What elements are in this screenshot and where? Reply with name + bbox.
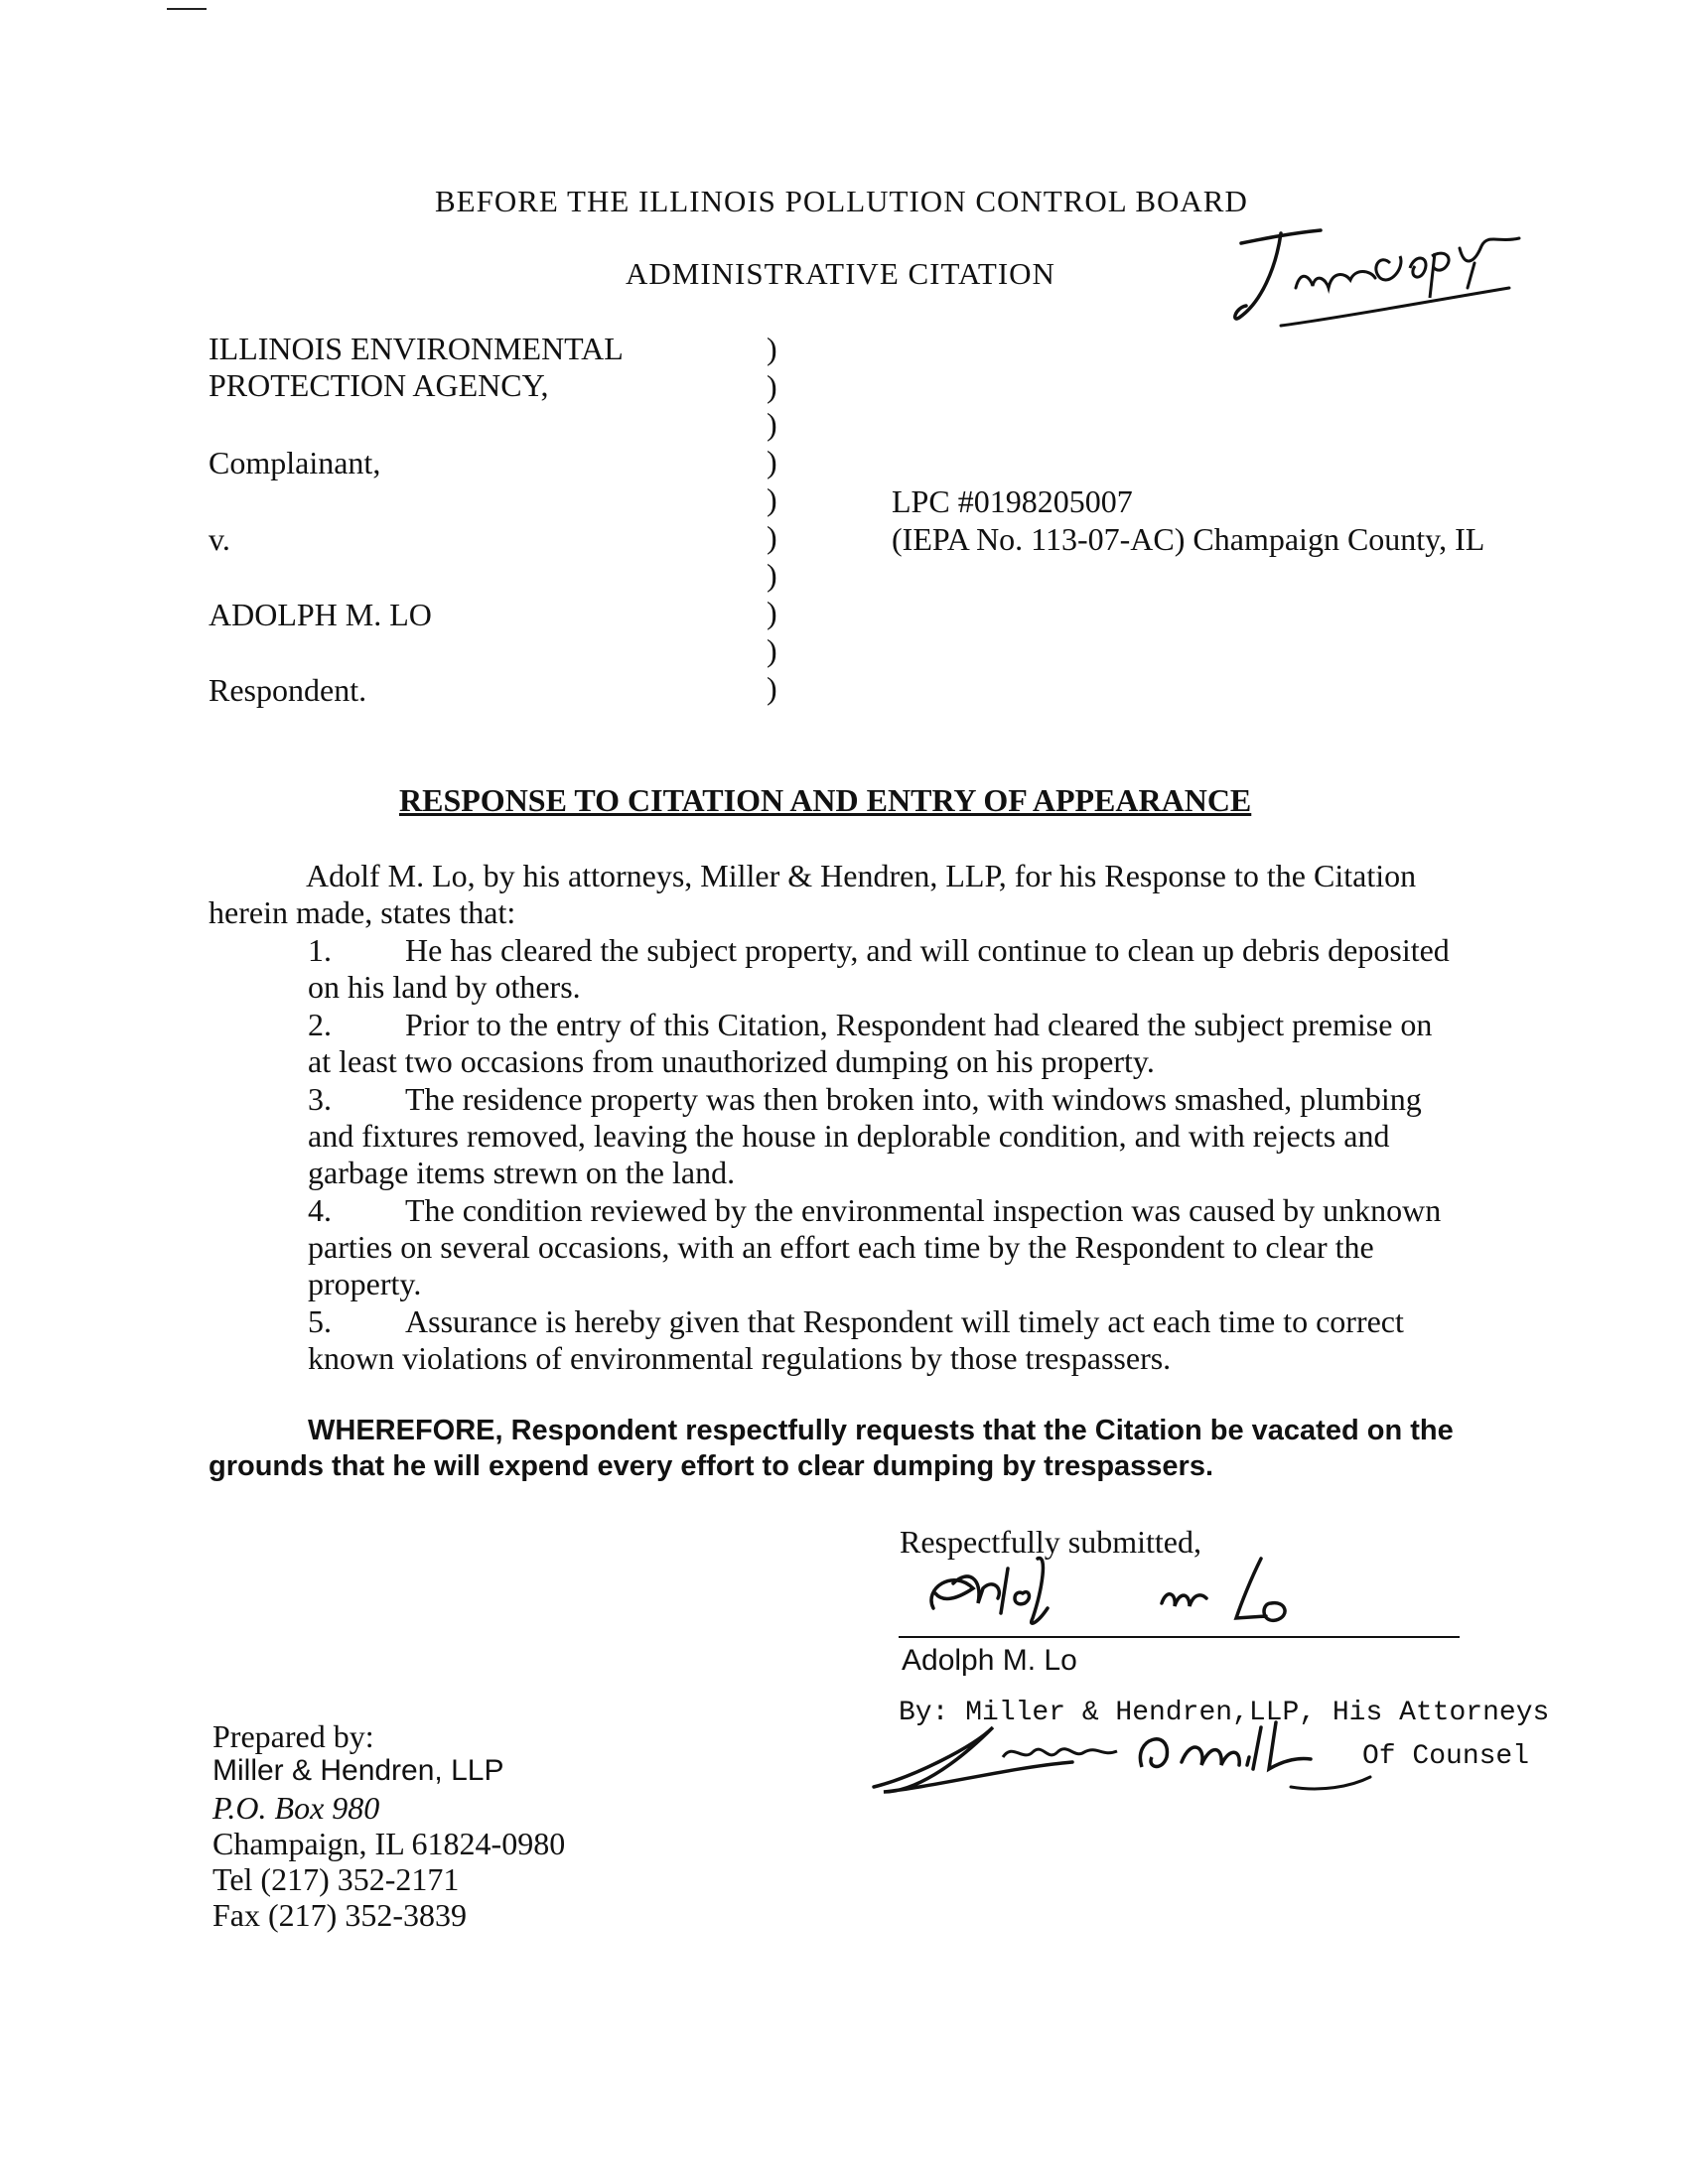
intro-line1: Adolf M. Lo, by his attorneys, Miller & Hendren, LLP, for his Response to the Citation — [306, 858, 1417, 893]
item-text: on his land by others. — [308, 969, 581, 1005]
item-text: He has cleared the subject property, and will continue to clean up debris deposited — [405, 932, 1450, 968]
respondent-name: ADOLPH M. LO — [209, 597, 432, 632]
caption-paren: ) — [767, 519, 777, 555]
item-text: garbage items strewn on the land. — [308, 1155, 736, 1190]
closing: Respectfully submitted, — [900, 1524, 1201, 1560]
item-text: Assurance is hereby given that Respondent will timely act each time to correct — [405, 1303, 1404, 1339]
attorney-signature-text: Lawrence A. Miller — [1102, 1805, 1110, 1806]
item-text: Prior to the entry of this Citation, Respondent had cleared the subject premise on — [405, 1007, 1433, 1042]
wherefore-line2: grounds that he will expend every effort to clear dumping by trespassers. — [209, 1450, 1214, 1482]
prepared-by-tel: Tel (217) 352-2171 — [212, 1861, 460, 1897]
complainant-line1: ILLINOIS ENVIRONMENTAL — [209, 331, 624, 366]
caption-paren: ) — [767, 481, 777, 517]
respondent-role: Respondent. — [209, 672, 367, 708]
prepared-by-firm: Miller & Hendren, LLP — [212, 1754, 504, 1787]
attorney-signature — [854, 1707, 1390, 1807]
caption-paren: ) — [767, 595, 777, 630]
item-text: and fixtures removed, leaving the house in deplorable condition, and with rejects and — [308, 1118, 1390, 1154]
prepared-by-fax: Fax (217) 352-3839 — [212, 1897, 467, 1933]
complainant-role: Complainant, — [209, 445, 381, 480]
item-text: property. — [308, 1266, 422, 1301]
of-counsel: Of Counsel — [1362, 1741, 1530, 1772]
caption-paren: ) — [767, 444, 777, 479]
wherefore-line1: WHEREFORE, Respondent respectfully requests that the Citation be vacated on the — [308, 1415, 1454, 1446]
item-text: at least two occasions from unauthorized dumping on his property. — [308, 1043, 1155, 1079]
item-number: 2. — [308, 1007, 332, 1042]
signature-line — [899, 1636, 1460, 1638]
document-title: RESPONSE TO CITATION AND ENTRY OF APPEARANCE — [399, 782, 1252, 818]
item-text: parties on several occasions, with an effort each time by the Respondent to clear the — [308, 1229, 1374, 1265]
respondent-signature — [874, 1549, 1311, 1638]
caption-paren: ) — [767, 670, 777, 706]
item-text: The condition reviewed by the environmental inspection was caused by unknown — [405, 1192, 1442, 1228]
iepa-number: (IEPA No. 113-07-AC) Champaign County, IL — [892, 521, 1485, 557]
item-text: The residence property was then broken into, with windows smashed, plumbing — [405, 1081, 1422, 1117]
stamp-text: True Copy — [1370, 342, 1375, 343]
complainant-line2: PROTECTION AGENCY, — [209, 367, 549, 403]
item-text: known violations of environmental regulations by those trespassers. — [308, 1340, 1172, 1376]
item-number: 3. — [308, 1081, 332, 1117]
citation-type-heading: ADMINISTRATIVE CITATION — [626, 256, 1055, 291]
item-number: 1. — [308, 932, 332, 968]
true-copy-stamp — [1221, 208, 1579, 347]
by-line: By: Miller & Hendren,LLP, His Attorneys — [899, 1698, 1550, 1728]
versus: v. — [209, 521, 230, 557]
caption-paren: ) — [767, 368, 777, 404]
item-number: 4. — [308, 1192, 332, 1228]
caption-paren: ) — [767, 331, 777, 366]
prepared-by-city: Champaign, IL 61824-0980 — [212, 1826, 566, 1861]
prepared-by-label: Prepared by: — [212, 1718, 374, 1754]
intro-line2: herein made, states that: — [209, 894, 516, 930]
caption-paren: ) — [767, 557, 777, 593]
caption-paren: ) — [767, 632, 777, 668]
board-heading: BEFORE THE ILLINOIS POLLUTION CONTROL BOARD — [435, 184, 1248, 218]
case-number: LPC #0198205007 — [892, 483, 1133, 519]
prepared-by-po-box: P.O. Box 980 — [212, 1790, 380, 1826]
item-number: 5. — [308, 1303, 332, 1339]
signer-name: Adolph M. Lo — [902, 1644, 1077, 1677]
caption-paren: ) — [767, 406, 777, 442]
scan-artifact-line — [167, 8, 207, 10]
